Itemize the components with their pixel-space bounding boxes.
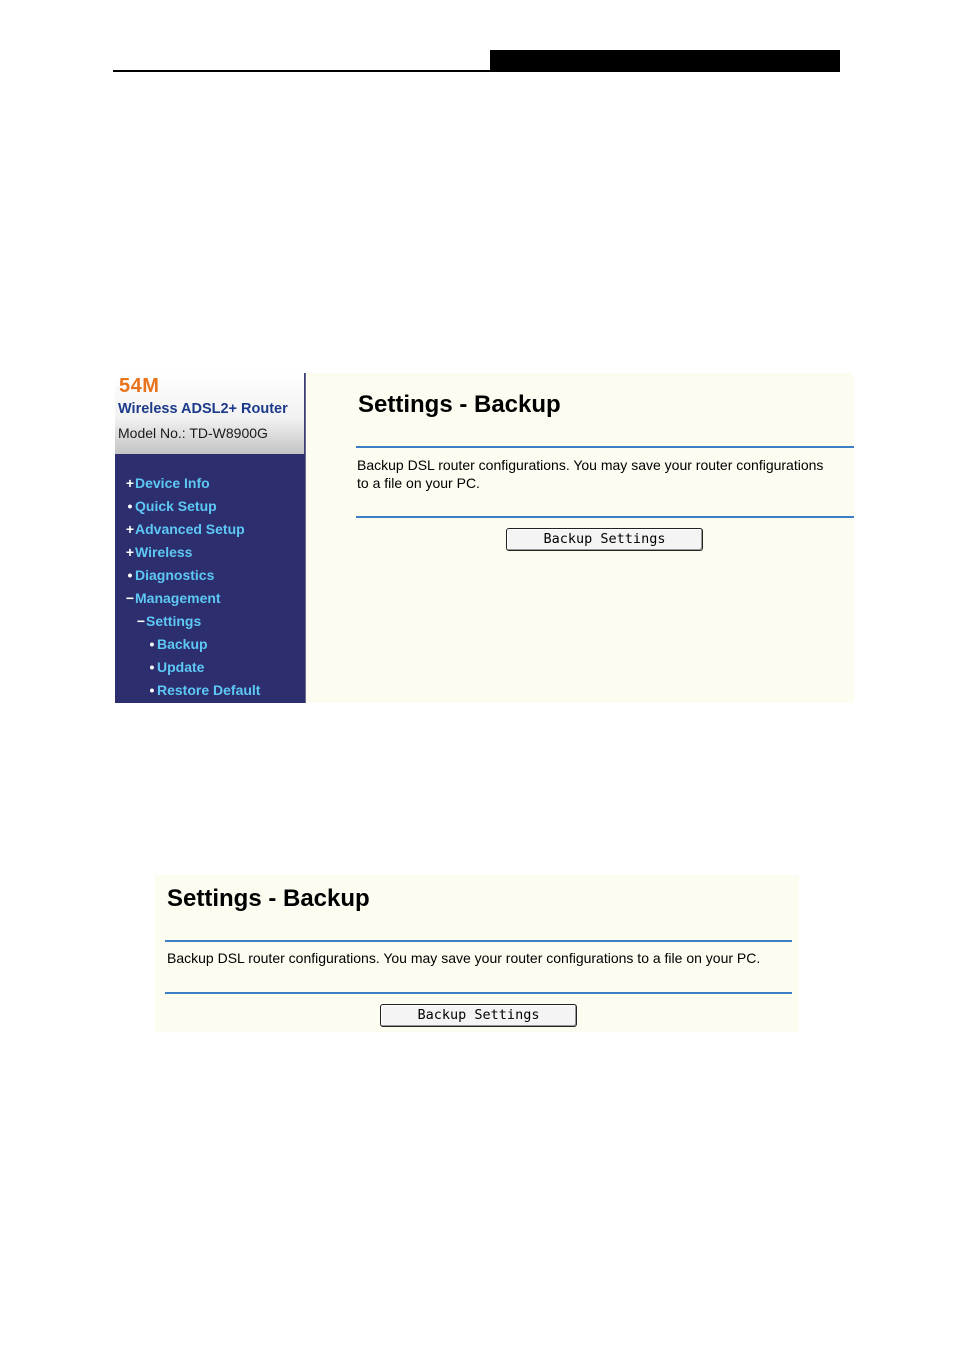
sidebar-item-restore-default[interactable] <box>115 679 305 702</box>
router-ui-screenshot <box>115 373 854 703</box>
sidebar-item-label: Settings <box>146 613 202 629</box>
sidebar-nav <box>115 472 305 702</box>
sidebar-item-backup[interactable] <box>115 633 305 656</box>
sidebar-item-device-info[interactable] <box>115 472 305 495</box>
sidebar-item-label: Quick Setup <box>135 498 217 514</box>
description-line-2: to a file on your PC. <box>357 475 480 491</box>
zoomed-button-divider <box>165 992 792 994</box>
sidebar-item-label: Diagnostics <box>135 567 215 583</box>
sidebar-item-wireless[interactable] <box>115 541 305 564</box>
brand-panel <box>115 373 305 454</box>
page-description <box>357 456 854 492</box>
nav-marker-icon: + <box>125 475 135 491</box>
nav-marker-icon: + <box>125 521 135 537</box>
content-panel <box>356 373 854 703</box>
button-divider <box>356 516 854 518</box>
zoomed-backup-settings-button[interactable]: Backup Settings <box>380 1004 577 1027</box>
sidebar-item-label: Update <box>157 659 205 675</box>
brand-speed: 54M <box>119 375 160 397</box>
sidebar-item-settings[interactable] <box>115 610 305 633</box>
nav-marker-icon: • <box>149 682 155 698</box>
sidebar-item-diagnostics[interactable] <box>115 564 305 587</box>
nav-marker-icon: + <box>125 544 135 560</box>
nav-marker-icon: − <box>136 613 146 629</box>
sidebar-item-label: Restore Default <box>157 682 261 698</box>
sidebar-item-label: Advanced Setup <box>135 521 245 537</box>
document-header-rule <box>113 70 840 72</box>
page-title: Settings - Backup <box>358 391 561 418</box>
zoomed-page-description: Backup DSL router configurations. You may save your router configurations to a file on your PC. <box>167 950 761 966</box>
title-divider <box>356 446 854 448</box>
sidebar-item-advanced-setup[interactable] <box>115 518 305 541</box>
nav-marker-icon: − <box>125 590 135 606</box>
sidebar-item-management[interactable] <box>115 587 305 610</box>
nav-marker-icon: • <box>149 659 155 675</box>
sidebar-item-label: Backup <box>157 636 208 652</box>
sidebar-item-label: Wireless <box>135 544 193 560</box>
brand-product: Wireless ADSL2+ Router <box>118 401 288 417</box>
sidebar <box>115 373 306 703</box>
nav-marker-icon: • <box>127 567 133 583</box>
sidebar-item-quick-setup[interactable] <box>115 495 305 518</box>
backup-settings-button[interactable]: Backup Settings <box>506 528 703 551</box>
description-line-1: Backup DSL router configurations. You may save your router configurations <box>357 457 824 473</box>
nav-marker-icon: • <box>127 498 133 514</box>
zoomed-page-title: Settings - Backup <box>167 885 370 912</box>
document-header-bar <box>490 50 840 70</box>
sidebar-item-update[interactable] <box>115 656 305 679</box>
sidebar-item-label: Device Info <box>135 475 210 491</box>
sidebar-item-label: Management <box>135 590 221 606</box>
zoomed-title-divider <box>165 940 792 942</box>
brand-model: Model No.: TD-W8900G <box>118 425 268 441</box>
nav-marker-icon: • <box>149 636 155 652</box>
settings-backup-zoomed-screenshot <box>155 875 799 1032</box>
